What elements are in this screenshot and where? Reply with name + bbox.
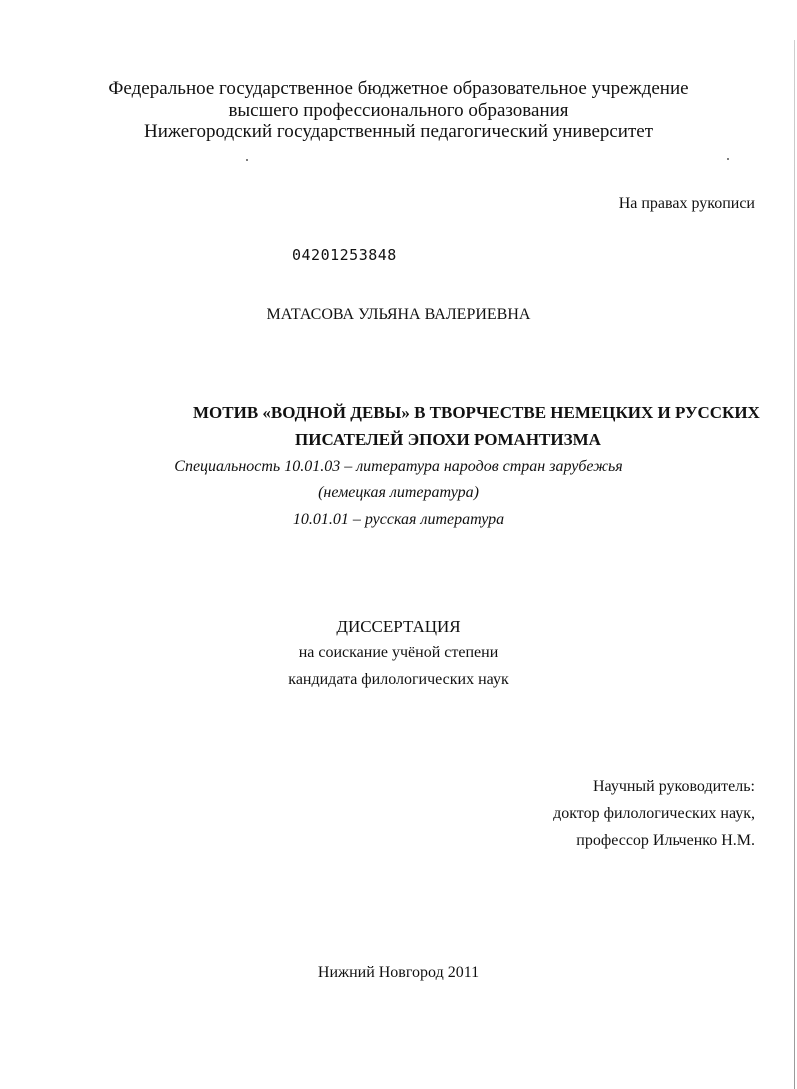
catalog-number: 04201253848 bbox=[292, 246, 397, 264]
dissertation-title-line-1: МОТИВ «ВОДНОЙ ДЕВЫ» В ТВОРЧЕСТВЕ НЕМЕЦКИХ И РУССКИХ bbox=[193, 403, 760, 422]
city-year: Нижний Новгород 2011 bbox=[317, 964, 480, 981]
scan-edge bbox=[794, 40, 795, 1089]
dissertation-heading: ДИССЕРТАЦИЯ bbox=[336, 617, 461, 636]
institution-line-1: Федеральное государственное бюджетное образовательное учреждение bbox=[108, 78, 689, 99]
institution-line-3: Нижегородский государственный педагогический университет bbox=[143, 121, 654, 142]
degree-line-1: на соискание учёной степени bbox=[298, 644, 499, 661]
dissertation-title-line-2: ПИСАТЕЛЕЙ ЭПОХИ РОМАНТИЗМА bbox=[295, 430, 601, 449]
specialty-line-2: (немецкая литература) bbox=[318, 484, 479, 501]
advisor-label: Научный руководитель: bbox=[592, 778, 755, 795]
advisor-name: профессор Ильченко Н.М. bbox=[576, 832, 755, 849]
degree-line-2: кандидата филологических наук bbox=[288, 671, 509, 688]
advisor-degree: доктор филологических наук, bbox=[553, 805, 755, 822]
institution-line-2: высшего профессионального образования bbox=[228, 100, 569, 121]
scan-speck bbox=[727, 158, 729, 160]
scan-speck bbox=[246, 159, 248, 161]
manuscript-note: На правах рукописи bbox=[618, 195, 755, 212]
specialty-line-3: 10.01.01 – русская литература bbox=[292, 511, 505, 528]
author-name: МАТАСОВА УЛЬЯНА ВАЛЕРИЕВНА bbox=[266, 306, 531, 323]
specialty-line-1: Специальность 10.01.03 – литература народов стран зарубежья bbox=[174, 458, 623, 475]
